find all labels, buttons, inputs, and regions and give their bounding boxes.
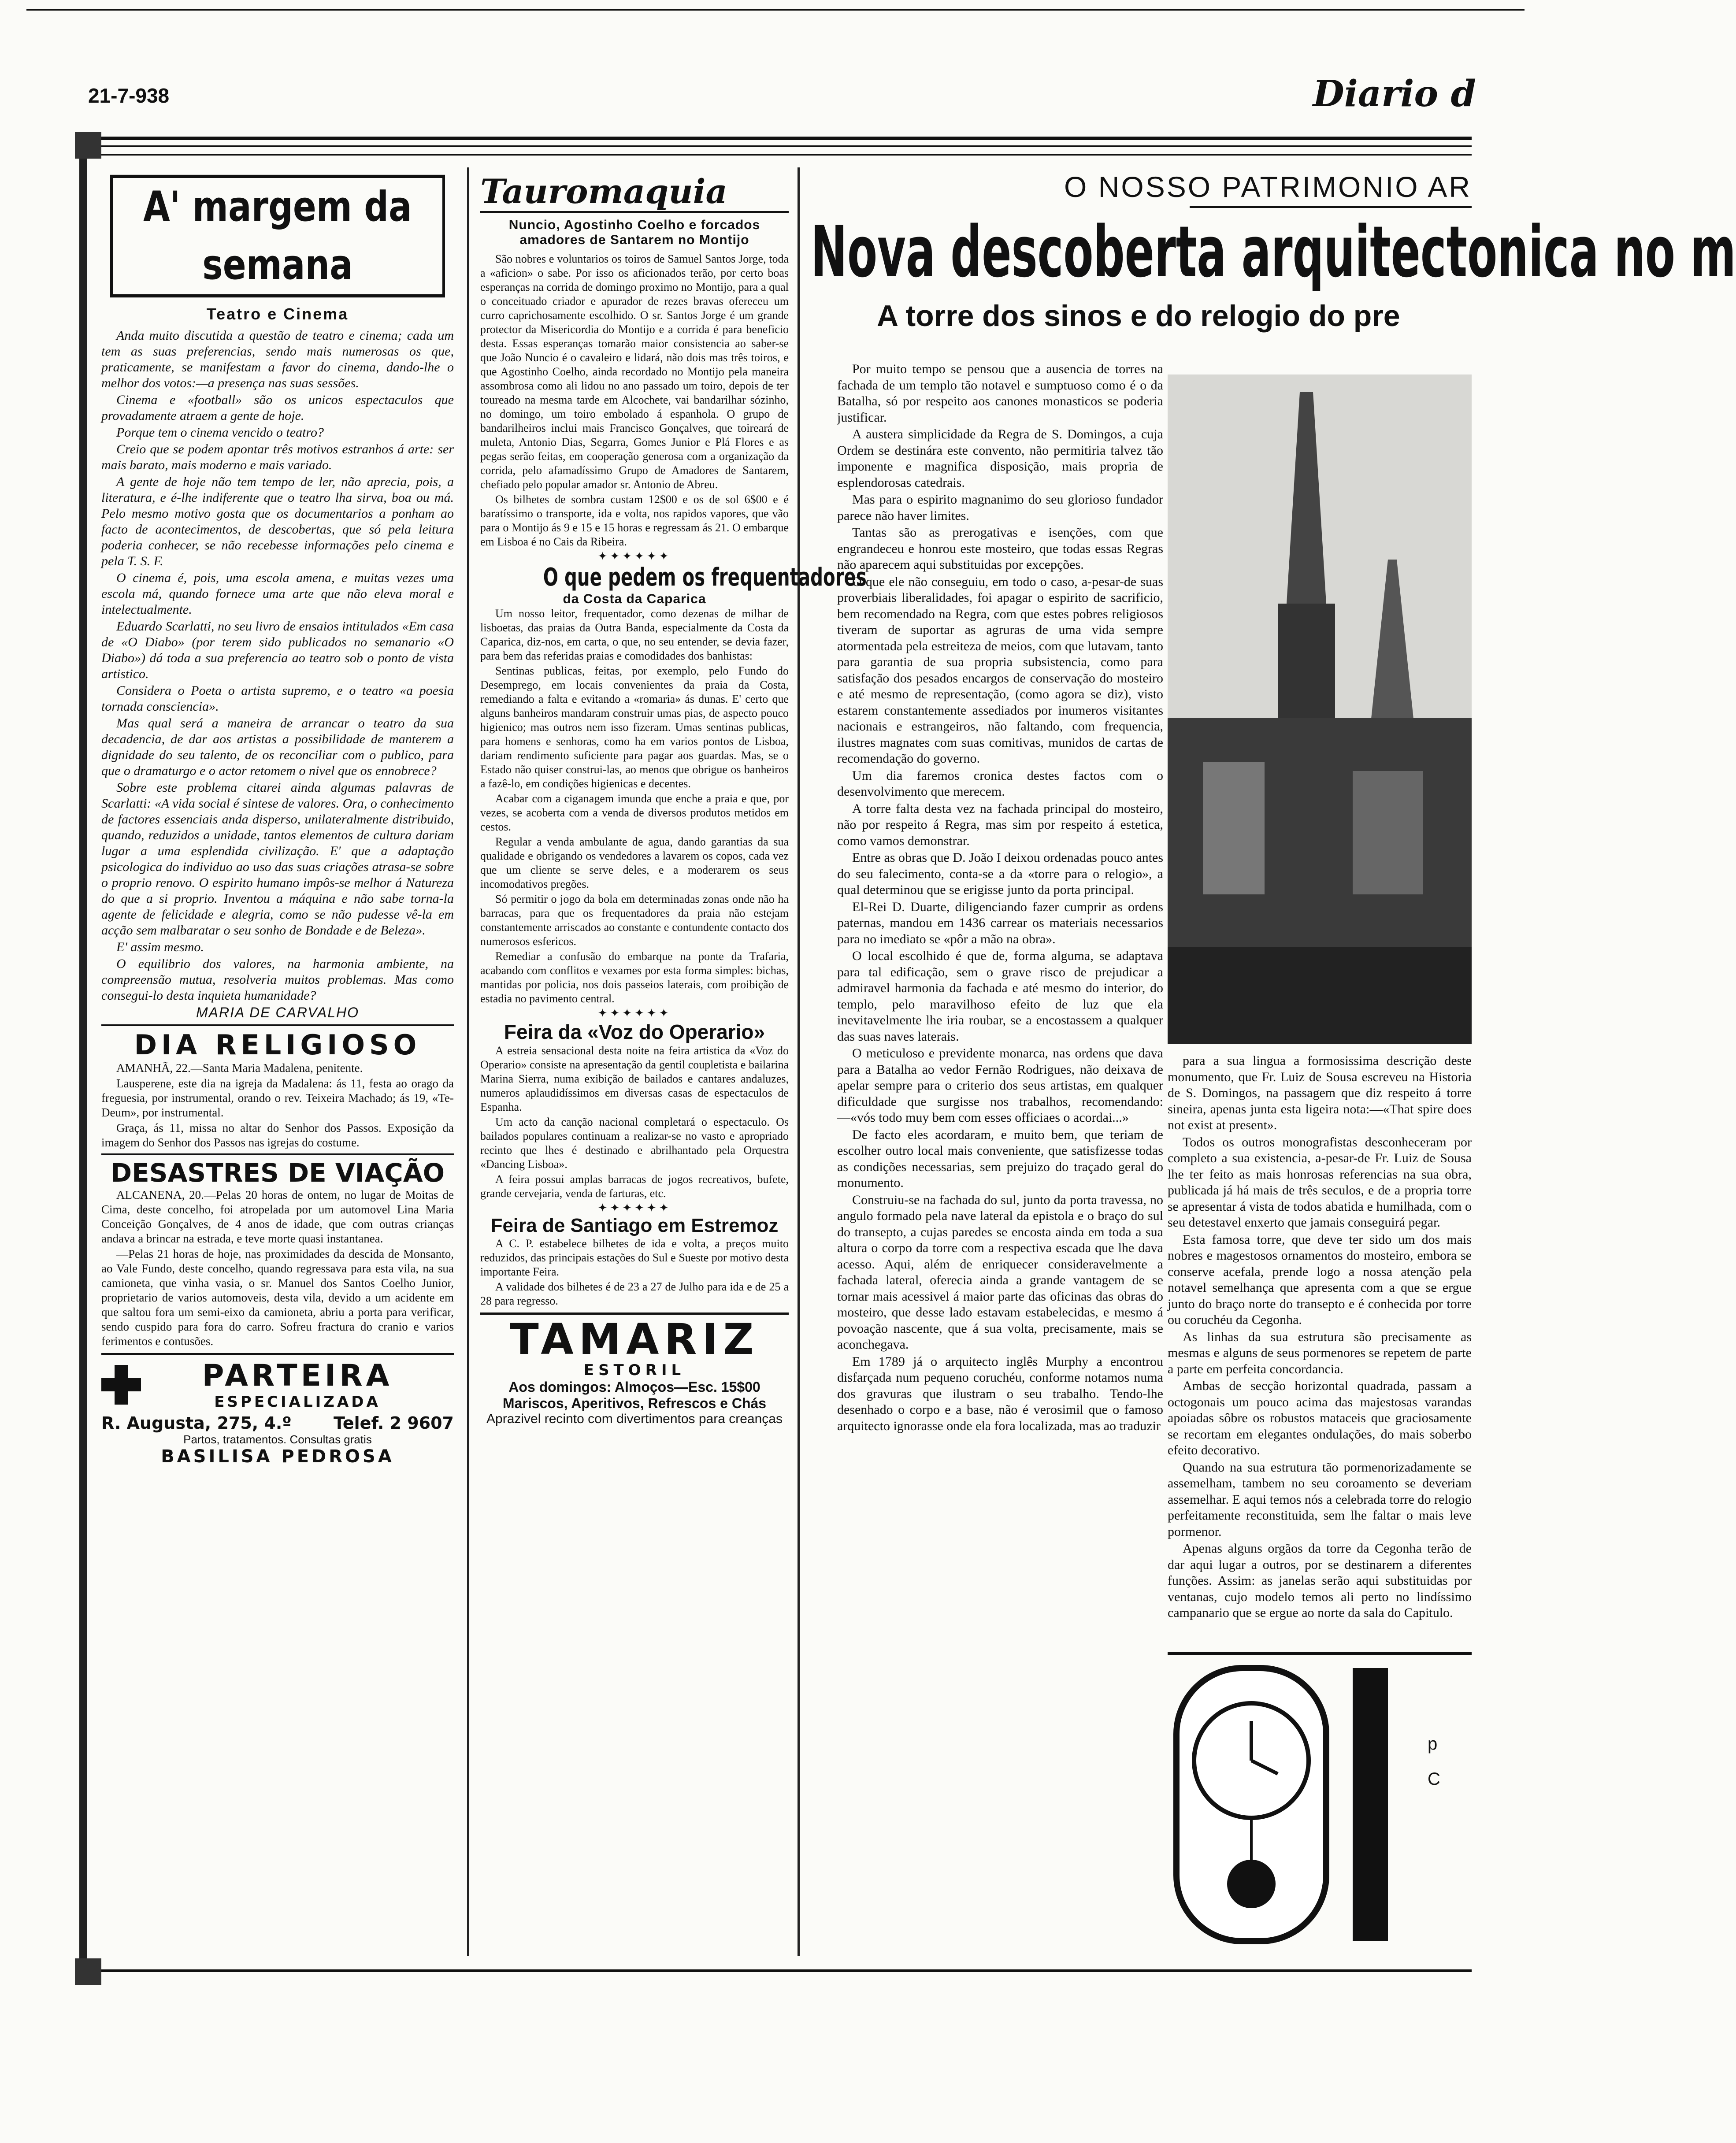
patrimonio-article-col-a (837, 361, 1163, 1965)
tauromaquia-heading: Tauromaquia (480, 172, 789, 213)
paragraph: Eduardo Scarlatti, no seu livro de ensaios intitulados «Em casa de «O Diabo» (por terem sido publicados no semanario «O Diabo») dá toda a sua preferencia ao teatro sob o ponto de vista artistico. (101, 619, 454, 681)
main-headline: Nova descoberta arquitectonica no m (811, 211, 1736, 293)
left-border (79, 137, 87, 1972)
teatro-cinema-subheading: Teatro e Cinema (206, 305, 349, 323)
ornament-divider: ✦✦✦✦✦✦ (597, 550, 671, 563)
paragraph: A C. P. estabelece bilhetes de ida e volta, a preços muito reduzidos, das principais estações do Sul e Sueste por motivo desta importante Feira. (480, 1237, 789, 1278)
article-signature: MARIA DE CARVALHO (196, 1005, 360, 1020)
frequentadores-article (480, 607, 789, 1006)
paragraph: O cinema é, pois, uma escola amena, e muitas vezes uma escola má, quando fornece uma arte que não eleva moral e intelectualmente. (101, 571, 454, 617)
desastres-viacao-article (101, 1188, 454, 1349)
paragraph: Esta famosa torre, que deve ter sido um dos mais nobres e magestosos ornamentos do mosteiro, embora se conserve acefala, prende logo a nossa atenção pela notavel semelhança que apresenta com a que se ergue junto do braço norte do transepto e é conhecida por torre ou coruchéu da Cegonha. (1168, 1232, 1472, 1327)
tamariz-line-3: Aprazivel recinto com divertimentos para creanças (486, 1412, 783, 1426)
paragraph: Sentinas publicas, feitas, por exemplo, pelo Fundo do Desemprego, em locais convenientes da praia da Costa, remediando a falta e evitando a «romaria» ás dunas. E' certo que alguns banheiros mandaram construir umas pias, de aspecto pouco higienico; mas outros nem isso fizeram. Umas sentinas publicas, para homens e senhoras, como ha em varios pontos de Lisboa, dariam rendimento suficiente para pagar aos guardas. Mas, se o Estado não quiser construi-las, ao menos que obrigue os banheiros a fazê-lo, em condições higienicas e decentes. (480, 664, 789, 790)
parteira-subtitle: ESPECIALIZADA (214, 1393, 381, 1411)
tamariz-ad (480, 1312, 789, 1427)
paragraph: Remediar a confusão do embarque na ponte da Trafaria, acabando com conflitos e vexames por esta forma simples: bichas, mantidas por policia, nos dois passeios laterais, com proibição de estadia no pavimento central. (480, 950, 789, 1005)
paragraph: Entre as obras que D. João I deixou ordenadas pouco antes do seu falecimento, conta-se a da «torre para o relogio», a qual determinou que se erigisse junto da porta principal. (837, 850, 1163, 897)
tauromaquia-subheading: Nuncio, Agostinho Coelho e forcados amadores de Santarem no Montijo (508, 218, 760, 247)
ornament-divider: ✦✦✦✦✦✦ (597, 1007, 671, 1020)
clock-icon (1168, 1655, 1472, 1963)
tamariz-title: TAMARIZ (510, 1315, 759, 1364)
tamariz-line-1: Aos domingos: Almoços—Esc. 15$00 (508, 1379, 760, 1395)
top-rule (26, 9, 1525, 11)
paragraph: Só permitir o jogo da bola em determinadas zonas onde não ha barracas, para que os frequentadores da praia não estejam constantemente arriscados ao constante e contundente contacto dos numerosos esfericos. (480, 893, 789, 948)
paragraph: Cinema e «football» são os unicos espectaculos que provadamente atraem a gente de hoje. (101, 393, 454, 423)
santiago-article (480, 1237, 789, 1308)
patrimonio-kicker: O NOSSO PATRIMONIO AR (1064, 171, 1472, 203)
column-rule-2 (798, 167, 800, 1956)
paragraph: Creio que se podem apontar três motivos estranhos á arte: ser mais barato, mais moderno e mais variado. (101, 442, 454, 472)
paragraph: De facto eles acordaram, e muito bem, que teriam de escolher outro local mais conveniente, que satisfizesse todas as condições necessarias, sem prejuizo do traçado geral do monumento. (837, 1127, 1163, 1190)
teatro-cinema-article (101, 328, 454, 1004)
right-section (811, 167, 1736, 1965)
clock-ad-letter-1: p (1428, 1734, 1438, 1754)
paragraph: O local escolhido é que de, forma alguma, se adaptava para tal edificação, sem o grave risco de prejudicar a admiravel harmonia da fachada e até mesmo do interior, do templo, pelo maravilhoso efeito de luz que ela inevitavelmente lhe iria roubar, se a encostassem a qualquer das suas naves laterais. (837, 949, 1163, 1044)
paragraph: Apenas alguns orgãos da torre da Cegonha terão de dar aqui lugar a outros, por se destinarem a diferentes funções. Assim: as janelas serão aqui substituidas por ventanas, cujo modelo temos ali perto no lindíssimo campanario que se ergue ao norte da sala do Capitulo. (1168, 1541, 1472, 1620)
paragraph: O que ele não conseguiu, em todo o caso, a-pesar-de suas proverbiais liberalidades, foi apagar o espirito de sacrificio, bem recomendado na Regra, com que estes pobres religiosos tiveram de suportar as agruras de uma vida sempre atormentada pela estreiteza de meios, com que lutavam, tanto para garantia de sua propria subsistencia, como para satisfação dos pesados encargos de conservação do mosteiro e até mesmo de representação, (como agora se diz), visto estarem constantemente assediados por inumeros visitantes nacionais e estrangeiros, não faltando, com frequencia, ilustres magnates com suas comitivas, munidos de cartas de recomendação do governo. (837, 574, 1163, 766)
parteira-note: Partos, tratamentos. Consultas gratis (183, 1433, 372, 1446)
voz-operario-heading: Feira da «Voz do Operario» (504, 1020, 765, 1043)
newspaper-title: Diario d (1313, 73, 1476, 115)
column-2 (480, 172, 867, 1961)
paragraph: Construiu-se na fachada do sul, junto da porta travessa, no angulo formado pela nave lateral da epistola e o braço do sul do transepto, a cujas paredes se encosta ainda em toda a sua altura o corpo da torre com a respectiva escada que lhe dava acesso. Aqui, além de enriquecer consideravelmente a fachada lateral, oferecia ainda a grande vantagem de se tornar mais acessivel á maior parte das oficinas das obras do mosteiro, que desse lado estavam estabelecidas, e mesmo á povoação nascente, que á sua volta, precisamente, mais se aconchegava. (837, 1192, 1163, 1352)
paragraph: El-Rei D. Duarte, diligenciando fazer cumprir as ordens paternas, mandou em 1436 carrear os materiais necessarios para no imediato se «pôr a mão na obra». (837, 899, 1163, 946)
paragraph: Em 1789 já o arquitecto inglês Murphy a encontrou disfarçada num pequeno coruchéu, conforme notamos numa dos gravuras que ilustram o seu trabalho. Tendo-lhe desenhado o corpo e a base, não é verosimil que o famoso arquitecto ignorasse onde ela fora localizada, mas ao traduzir (837, 1354, 1163, 1433)
column-1 (101, 172, 454, 1961)
main-subheadline: A torre dos sinos e do relogio do pre (877, 299, 1400, 333)
paragraph: Um acto da canção nacional completará o espectaculo. Os bailados populares continuam a realizar-se no vasto e apropriado recinto que lhes é destinado e abrilhantado pela Orquestra «Dancing Lisboa». (480, 1116, 789, 1171)
corner-ornament-bottom (75, 1958, 101, 1985)
santiago-heading: Feira de Santiago em Estremoz (490, 1215, 779, 1236)
batalha-monastery-photo (1168, 374, 1472, 1044)
paragraph: Porque tem o cinema vencido o teatro? (116, 425, 324, 440)
paragraph: Tantas são as prerogativas e isenções, com que engrandeceu e honrou este mosteiro, que todas essas Regras não aparecem aqui substituidas por excepções. (837, 525, 1163, 572)
paragraph: —Pelas 21 horas de hoje, nas proximidades da descida de Monsanto, ao Vale Fundo, deste concelho, quando regressava para esta vila, na sua camioneta, que vinha vasia, o sr. Manuel dos Santos Coelho Junior, proprietario de varios automoveis, desta vila, devido a um acidente em que saltou fora um semi-eixo da camioneta, abriu a porta para verificar, sendo cuspido para fora do carro. Sofreu fractura do cranio e varios ferimentos e contusões. (101, 1247, 454, 1348)
voz-operario-article (480, 1044, 789, 1201)
parteira-ad (101, 1353, 454, 1467)
desastres-viacao-heading: DESASTRES DE VIAÇÃO (101, 1153, 454, 1188)
paragraph: Considera o Poeta o artista supremo, e o teatro «a poesia tornada consciencia». (101, 683, 454, 714)
paragraph: Sobre este problema citarei ainda algumas palavras de Scarlatti: «A vida social é sintese de valores. Ora, o conhecimento de factores essenciais anda disperso, unilateralmente distribuido, quando, reduzidos a unidade, tantos elementos de cultura dariam lugar a uma esplendida civilização. E' que a adaptação psicologica do individuo ao uso das suas criações atrasa-se sobre o proprio renovo. O espirito humano impôs-se melhor á Natureza do que a si proprio. Inventou a máquina e não sabe torna-la agente de felicidade e alegria, como se não pudesse vê-la em acção sem malbaratar o seu sonho de Bondade e de Beleza». (101, 780, 454, 938)
parteira-phone: Telef. 2 9607 (334, 1413, 454, 1433)
masthead-rule-3 (79, 154, 1472, 156)
margem-da-semana-heading: A' margem da semana (110, 175, 445, 297)
paragraph: ALCANENA, 20.—Pelas 20 horas de ontem, no lugar de Moitas de Cima, deste concelho, foi atropelada por um automovel Lina Maria Conceição Gonçalves, de 4 anos de idade, que com outras crianças andava a brincar na estrada, e teve morte quasi instantanea. (101, 1188, 454, 1245)
paragraph: A estreia sensacional desta noite na feira artistica da «Voz do Operario» consiste na apresentação da gentil coupletista e bailarina Marina Sierra, numa exibição de bailados e cantares andaluzes, numeros aplaudidíssimos em diversas casas de espectaculos de Espanha. (480, 1044, 789, 1113)
clock-ad (1168, 1652, 1472, 1968)
parteira-title: PARTEIRA (202, 1358, 393, 1393)
paragraph: O equilibrio dos valores, na harmonia ambiente, na compreensão mutua, resolveria muitos problemas. Mas como consegui-lo desta inquieta humanidade? (101, 957, 454, 1003)
clock-ad-letter-2: C (1428, 1769, 1440, 1789)
paragraph: A austera simplicidade da Regra de S. Domingos, a cuja Ordem se destinára este convento, não permitiria talvez tão imponente e magnifica disposição, mais propria de esplendorosas catedrais. (837, 427, 1163, 490)
paragraph: AMANHÃ, 22.—Santa Maria Madalena, penitente. (116, 1061, 363, 1075)
paragraph: Ambas de secção horizontal quadrada, passam a octogonais um pouco acima das majestosas varandas apoiadas sôbre os robustos mataceis que graciosamente se recortam em elegantes ondulações, do mais soberbo efeito decorativo. (1168, 1379, 1472, 1457)
frequentadores-heading: O que pedem os frequentadores (543, 563, 867, 592)
paragraph: A torre falta desta vez na fachada principal do mosteiro, não por respeito á Regra, mas sim por respeito á estetica, como vamos demonstrar. (837, 801, 1163, 848)
issue-date: 21-7-938 (88, 84, 170, 107)
paragraph: Um dia faremos cronica destes factos com o desenvolvimento que merecem. (837, 768, 1163, 799)
paragraph: O meticuloso e previdente monarca, nas ordens que dava para a Batalha ao vedor Fernão Rodrigues, não deixava de apelar sempre para o criterio dos seus artistas, em qualquer dificuldade que surgisse nos trabalhos, recomendando:—«vós todo muy bem com esses officiaes o acordai...» (837, 1046, 1163, 1125)
paragraph: E' assim mesmo. (116, 940, 204, 954)
paragraph: Acabar com a ciganagem imunda que enche a praia e que, por vezes, se acoberta com a venda de diversos produtos metidos em cestos. (480, 792, 789, 833)
ornament-divider: ✦✦✦✦✦✦ (597, 1201, 671, 1215)
paragraph: A feira possui amplas barracas de jogos recreativos, bufete, grande cervejaria, venda de farturas, etc. (480, 1173, 789, 1200)
frequentadores-subheading: da Costa da Caparica (563, 592, 706, 606)
paragraph: para a sua lingua a formosissima descrição deste monumento, que Fr. Luiz de Sousa escreveu na Historia de S. Domingos, na passagem que diz respeito á torre sineira, apenas junta esta ligeira nota:—«That spire does not exist at present». (1168, 1053, 1472, 1132)
column-rule-1 (467, 167, 469, 1956)
paragraph: A gente de hoje não tem tempo de ler, não aprecia, pois, a literatura, e é-lhe indiferente que o teatro lha sirva, boa ou má. Pelo mesmo motivo gosta que os documentarios a ponham ao facto de acontecimentos, de descobertas, que só pela leitura poderia conhecer, se não recebesse informações pelo cinema e pela T. S. F. (101, 475, 454, 568)
paragraph: Lausperene, este dia na igreja da Madalena: ás 11, festa ao orago da freguesia, por instrumental, orando o rev. Teixeira Machado; ás 19, «Te-Deum», por instrumental. (101, 1077, 454, 1119)
paragraph: Por muito tempo se pensou que a ausencia de torres na fachada de um templo tão notavel e sumptuoso como é o da Batalha, só por respeito aos canones monasticos se poderia justificar. (837, 362, 1163, 425)
tauromaquia-article (480, 252, 789, 549)
masthead-rule-1 (79, 137, 1472, 140)
paragraph: Graça, ás 11, missa no altar do Senhor dos Passos. Exposição da imagem do Senhor dos Passos nas igrejas do costume. (101, 1121, 454, 1149)
patrimonio-article-col-b (1168, 1053, 1472, 1639)
paragraph: As linhas da sua estrutura são precisamente as mesmas e alguns de seus pormenores se repetem de parte a parte em perfeita concordancia. (1168, 1329, 1472, 1376)
masthead-rule-2 (79, 145, 1472, 147)
paragraph: Os bilhetes de sombra custam 12$00 e os de sol 6$00 e é baratíssimo o transporte, ida e volta, nos rapidos vapores, que vão para o Montijo ás 9 e 15 e 15 horas e regressam ás 21. O embarque em Lisboa é no Cais da Ribeira. (480, 493, 789, 548)
dia-religioso-heading: DIA RELIGIOSO (101, 1024, 454, 1061)
paragraph: A validade dos bilhetes é de 23 a 27 de Julho para ida e de 25 a 28 para regresso. (480, 1280, 789, 1307)
paragraph: Mas qual será a maneira de arrancar o teatro da sua decadencia, de dar aos artistas a possibilidade de manterem a dignidade do seu talento, de os reconciliar com o publico, para que o dramaturgo e o actor retomem o nivel que os ennobrece? (101, 716, 454, 778)
parteira-name: BASILISA PEDROSA (161, 1446, 394, 1467)
tamariz-line-2: Mariscos, Aperitivos, Refrescos e Chás (502, 1395, 767, 1411)
corner-ornament-top (75, 132, 101, 159)
tamariz-subtitle: ESTORIL (583, 1361, 686, 1379)
paragraph: Todos os outros monografistas desconheceram por completo a sua existencia, a-pesar-de Fr. Luiz de Sousa lhe ter feito as mais honrosas referencias na sua obra, publicada já há mais de três seculos, e de a propria torre se apresentar á vista de todos abatida e humilhada, com o seu detestavel enxerto que jamais conseguirá pegar. (1168, 1135, 1472, 1230)
dia-religioso-article (101, 1061, 454, 1150)
paragraph: Anda muito discutida a questão de teatro e cinema; cada um tem as suas preferencias, sendo mais numerosas os que, praticamente, se manifestam a favor do cinema, dando-lhe o melhor dos votos:—a presença nas suas sessões. (101, 328, 454, 390)
paragraph: Um nosso leitor, frequentador, como dezenas de milhar de lisboetas, das praias da Outra Banda, especialmente da Costa da Caparica, diz-nos, em carta, o que, no seu entender, se devia fazer, para bem das referidas praias e comodidades dos banhistas: (480, 607, 789, 662)
parteira-address: R. Augusta, 275, 4.º (101, 1413, 292, 1433)
paragraph: Regular a venda ambulante de agua, dando garantias da sua qualidade e obrigando os vendedores a lavarem os copos, cada vez que um cliente se serve deles, e a moderarem os seus incomodativos pregões. (480, 835, 789, 890)
footer-rule (79, 1969, 1472, 1972)
paragraph: Mas para o espirito magnanimo do seu glorioso fundador parece não haver limites. (837, 492, 1163, 523)
cross-icon (101, 1365, 141, 1405)
paragraph: Quando na sua estrutura tão pormenorizadamente se assemelham, tambem no seu coroamento se deveriam assemelhar. E aqui temos nós a celebrada torre do relogio perfeitamente reconstituida, sem lhe faltar o mais leve pormenor. (1168, 1460, 1472, 1539)
paragraph: São nobres e voluntarios os toiros de Samuel Santos Jorge, toda a «aficion» o sabe. Por isso os aficionados terão, por certo boas esperanças na corrida de domingo proximo no Montijo, para a qual o conceituado criador e apurador de rezes bravas ofereceu um curro caprichosamente escolhido. O sr. Santos Jorge é um grande protector da Misericordia do Montijo e a corrida é para beneficio desta. Essas esperanças tomarão maior consistencia ao saber-se que João Nuncio é o cavaleiro e lidará, não dois mas três toiros, e que Agostinho Coelho, ainda recordado no Montijo pela maneira assombrosa como ali lidou no ano passado um toiro, depois de ter toureado na mesma tarde em Alcochete, vai bandarilhar sózinho, no domingo, um toiro embolado á espanhola. O grupo de bandarilheiros inclui mais Francisco Gonçalves, que toireará de muleta, Antonio Dias, Segarra, Gomes Junior e Plá Flores e as pegas serão feitas, em cooperação generosa com a organização da corrida, pelo afamadíssimo Grupo de Amadores de Santarem, chefiado pelo popular amador sr. Antonio de Abreu. (480, 252, 789, 491)
